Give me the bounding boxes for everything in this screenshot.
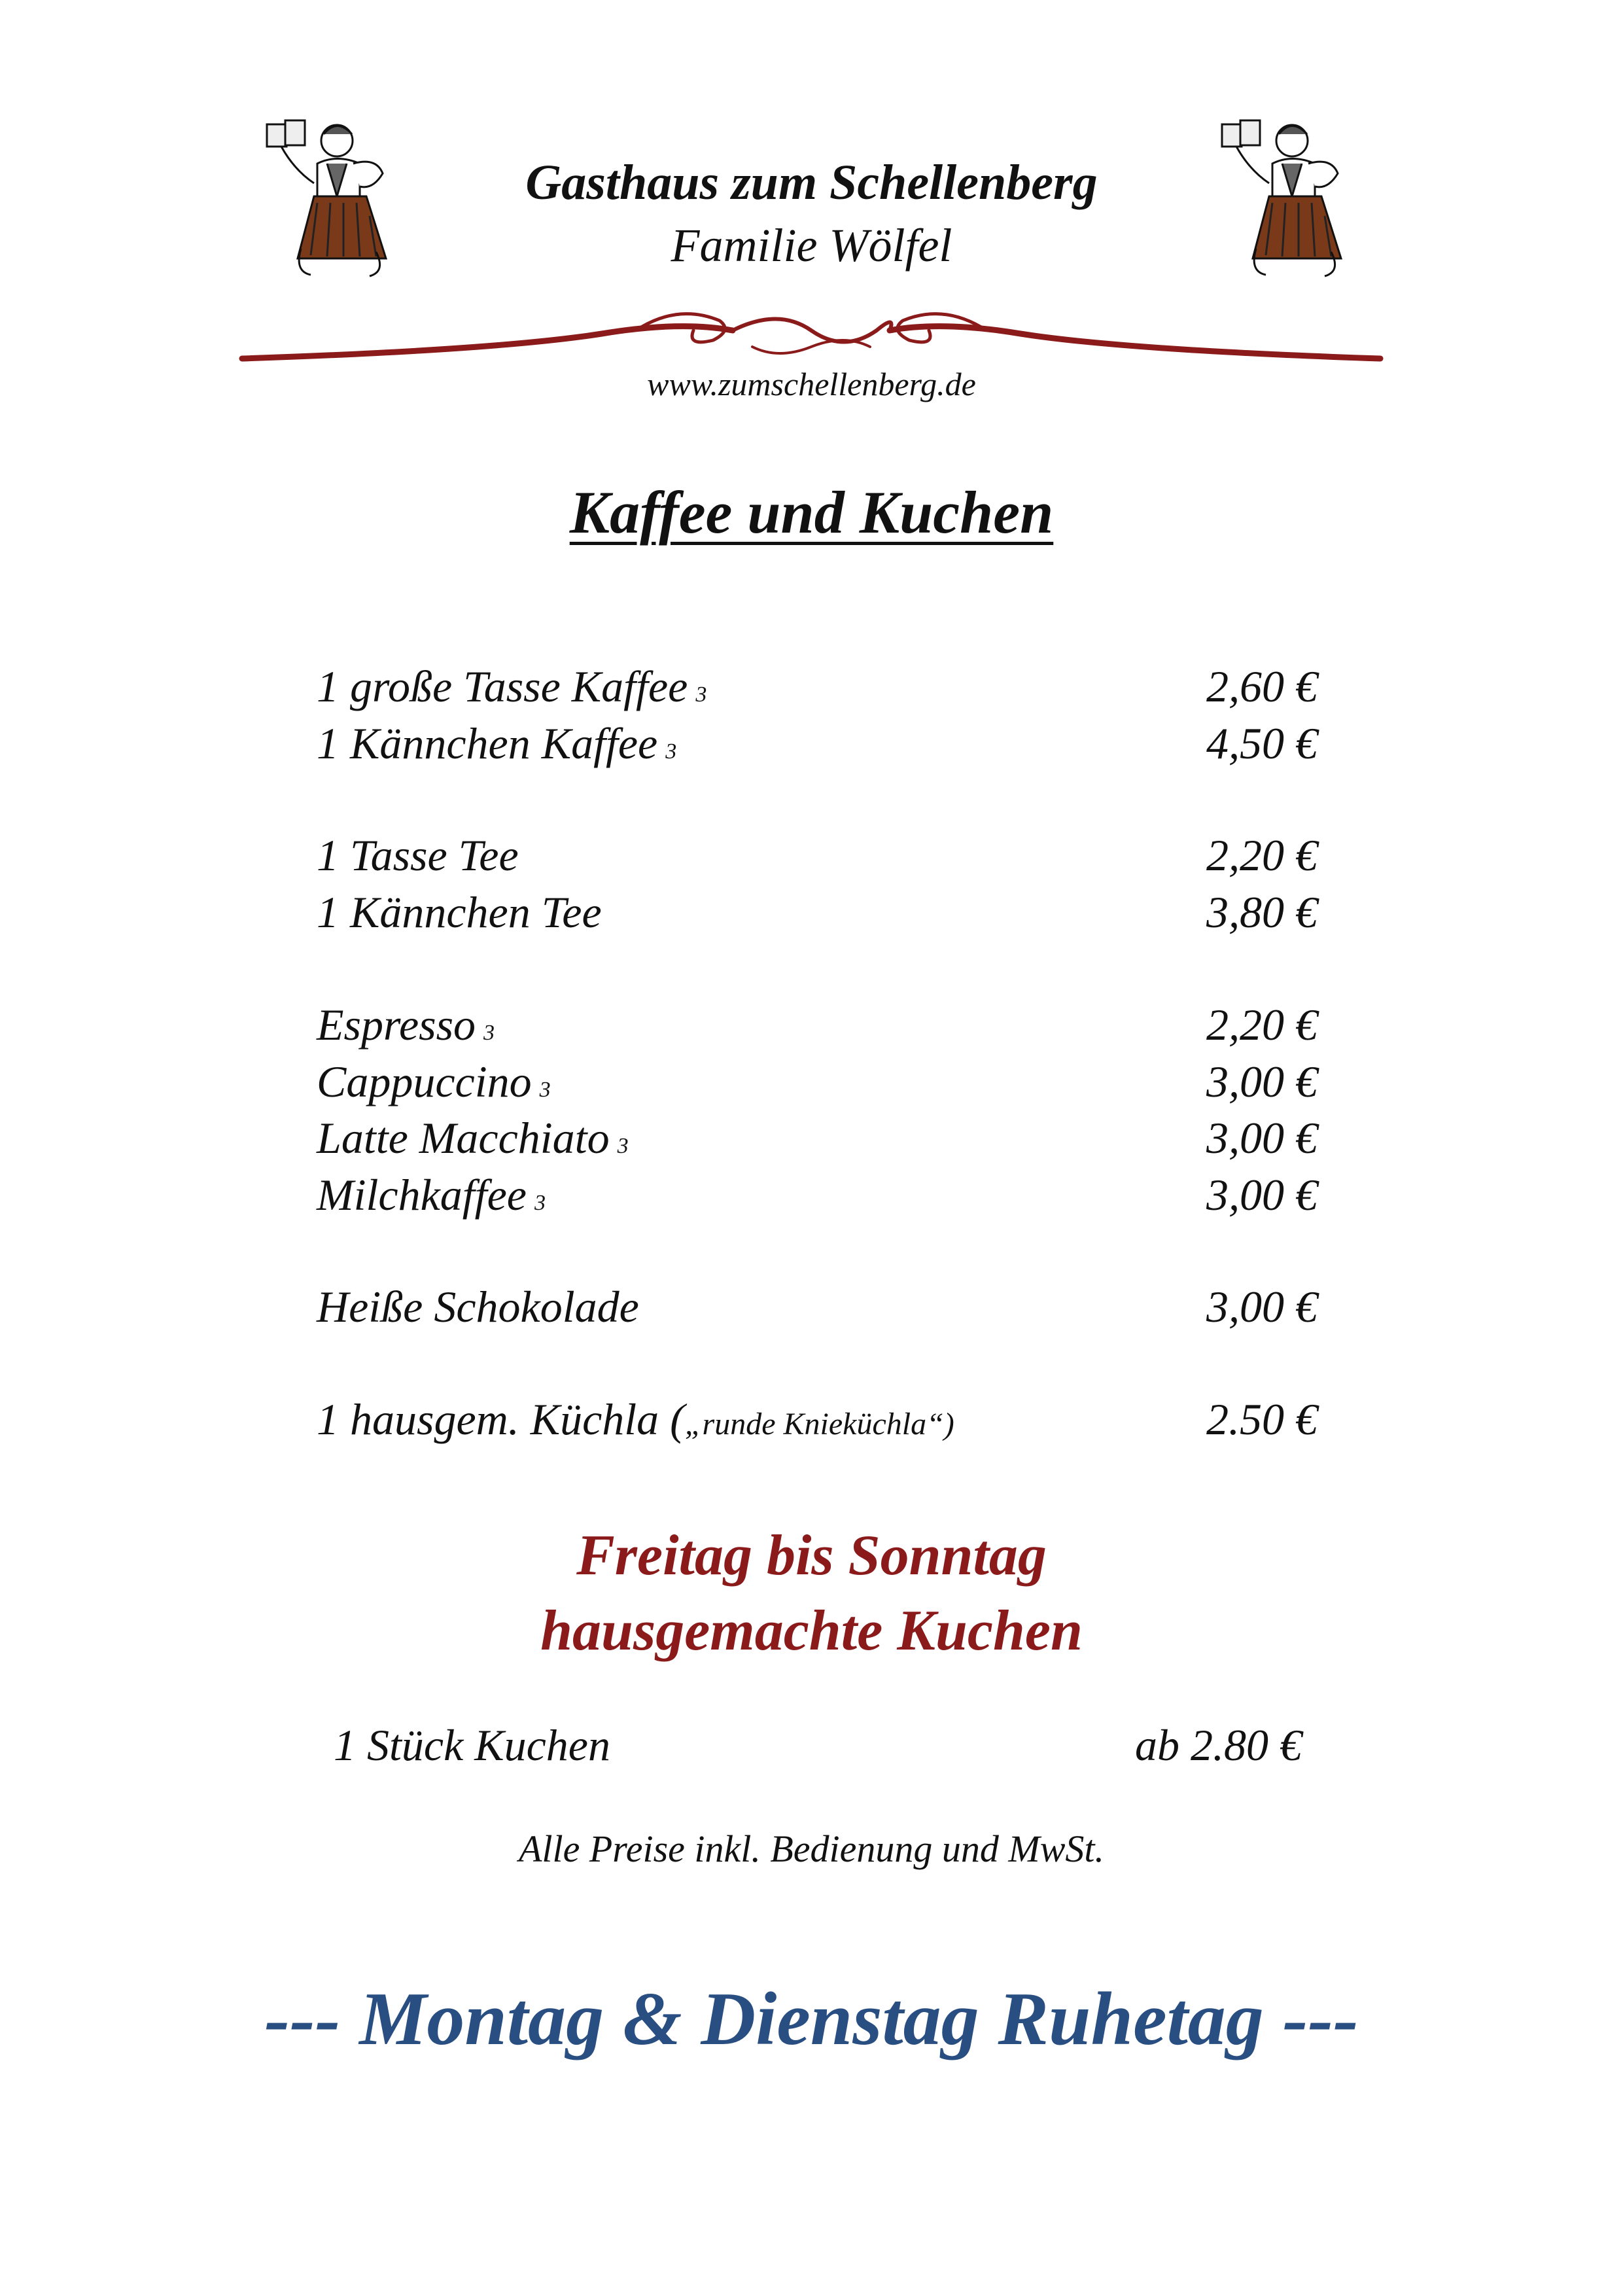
closed-days-notice: --- Montag & Dienstag Ruhetag --- xyxy=(264,1977,1359,2061)
cake-item-label: 1 Stück Kuchen xyxy=(334,1720,610,1770)
page-title xyxy=(0,478,1623,547)
menu-item-label: Latte Macchiato 3 xyxy=(317,1113,629,1163)
menu-item-label: 1 Tasse Tee xyxy=(317,830,519,880)
menu-item-label: Milchkaffee 3 xyxy=(317,1170,546,1220)
menu-item xyxy=(317,1169,1318,1228)
menu-item xyxy=(317,1112,1318,1171)
menu-item-label: 1 Kännchen Tee xyxy=(317,887,602,937)
menu-item-label: Cappuccino 3 xyxy=(317,1057,551,1106)
menu-item xyxy=(317,1056,1318,1115)
menu-item-price: 3,80 € xyxy=(1206,887,1318,937)
menu-item-label: 1 große Tasse Kaffee 3 xyxy=(317,662,707,711)
cake-item xyxy=(334,1720,1302,1778)
menu-item-price: 3,00 € xyxy=(1206,1282,1318,1332)
menu-item xyxy=(317,999,1318,1058)
ornament-divider xyxy=(236,294,1387,366)
menu-item-price: 2,20 € xyxy=(1206,1000,1318,1050)
menu-item-price: 2,20 € xyxy=(1206,830,1318,880)
menu-item xyxy=(317,1281,1318,1340)
menu-item xyxy=(317,718,1318,777)
cake-item-price: ab 2.80 € xyxy=(1135,1720,1302,1770)
menu-item-price: 2,60 € xyxy=(1206,662,1318,711)
page-title-text: Kaffee und Kuchen xyxy=(569,479,1054,546)
menu-item-label: Heiße Schokolade xyxy=(317,1282,639,1332)
menu-item xyxy=(317,887,1318,945)
family-name: Familie Wölfel xyxy=(671,219,952,272)
weekend-cake-promo xyxy=(0,1518,1623,1669)
menu-item-label: 1 Kännchen Kaffee 3 xyxy=(317,718,677,768)
promo-line-2: hausgemachte Kuchen xyxy=(540,1599,1083,1663)
price-note: Alle Preise inkl. Bedienung und MwSt. xyxy=(518,1828,1105,1870)
menu-item-price: 4,50 € xyxy=(1206,718,1318,768)
menu-item-price: 2.50 € xyxy=(1206,1394,1318,1444)
website-url: www.zumschellenberg.de xyxy=(647,366,976,402)
menu-item xyxy=(317,830,1318,889)
menu-item-label: Espresso 3 xyxy=(317,1000,495,1050)
menu-item-label: 1 hausgem. Küchla („runde Knieküchla“) xyxy=(317,1394,954,1444)
menu-item-price: 3,00 € xyxy=(1206,1170,1318,1220)
menu-item-kuechla xyxy=(317,1394,1318,1453)
menu-item-price: 3,00 € xyxy=(1206,1113,1318,1163)
menu-item xyxy=(317,661,1318,720)
menu-item-price: 3,00 € xyxy=(1206,1057,1318,1106)
restaurant-name: Gasthaus zum Schellenberg xyxy=(525,155,1098,210)
promo-line-1: Freitag bis Sonntag xyxy=(576,1524,1047,1587)
